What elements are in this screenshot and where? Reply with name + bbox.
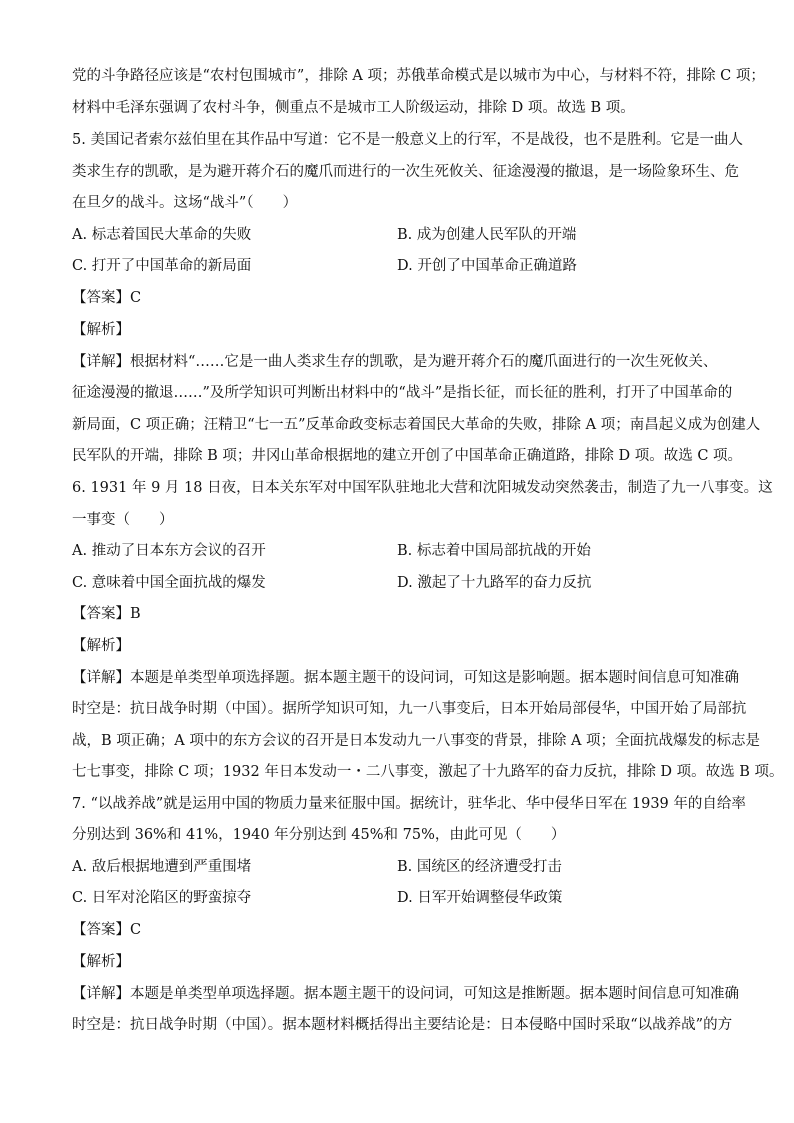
answer-option: A. 标志着国民大革命的失败 (72, 227, 252, 243)
text-line: 分别达到 36%和 41%，1940 年分别达到 45%和 75%，由此可见（ ） (72, 827, 566, 843)
text-line: 材料中毛泽东强调了农村斗争，侧重点不是城市工人阶级运动，排除 D 项。故选 B 项。 (72, 100, 635, 116)
text-line: 【答案】C (72, 290, 142, 306)
answer-option: B. 标志着中国局部抗战的开始 (397, 543, 591, 559)
text-line: 5. 美国记者索尔兹伯里在其作品中写道：它不是一般意义上的行军，不是战役，也不是胜利。它是一曲人 (72, 132, 743, 148)
text-line: 党的斗争路径应该是“农村包围城市”，排除 A 项；苏俄革命模式是以城市为中心，与材料不符，排除 C 项； (72, 68, 765, 84)
text-line: 7. “以战养战”就是运用中国的物质力量来征服中国。据统计，驻华北、华中侵华日军在 1939 年的自给率 (72, 796, 746, 812)
text-line: 征途漫漫的撤退……”及所学知识可判断出材料中的“战斗”是指长征，而长征的胜利，打开了中国革命的 (72, 385, 733, 401)
answer-option: C. 打开了中国革命的新局面 (72, 258, 252, 274)
answer-option: C. 日军对沦陷区的野蛮掠夺 (72, 890, 252, 906)
text-line: 【解析】 (72, 954, 130, 970)
answer-option: B. 国统区的经济遭受打击 (397, 859, 562, 875)
text-line: 【解析】 (72, 638, 130, 654)
text-line: 【详解】根据材料“……它是一曲人类求生存的凯歌，是为避开蒋介石的魔爪面进行的一次生死攸关、 (72, 354, 718, 370)
answer-option: A. 推动了日本东方会议的召开 (72, 543, 266, 559)
text-line: 一事变（ ） (72, 512, 174, 528)
answer-option: B. 成为创建人民军队的开端 (397, 227, 577, 243)
text-line: 新局面，C 项正确；汪精卫“七一五”反革命政变标志着国民大革命的失败，排除 A 项；南昌起义成为创建人 (72, 417, 761, 433)
text-line: 6. 1931 年 9 月 18 日夜，日本关东军对中国军队驻地北大营和沈阳城发动突然袭击，制造了九一八事变。这 (72, 480, 773, 496)
text-line: 【详解】本题是单类型单项选择题。据本题主题干的设问词，可知这是影响题。据本题时间信息可知准确 (72, 670, 739, 686)
text-line: 时空是：抗日战争时期（中国）。据本题材料概括得出主要结论是：日本侵略中国时采取“以战养战”的方 (72, 1017, 733, 1033)
text-line: 七七事变，排除 C 项；1932 年日本发动一・二八事变，激起了十九路军的奋力反抗，排除 D 项。故选 B 项。 (72, 764, 784, 780)
answer-option: D. 激起了十九路军的奋力反抗 (397, 575, 592, 591)
text-line: 【详解】本题是单类型单项选择题。据本题主题干的设问词，可知这是推断题。据本题时间信息可知准确 (72, 986, 739, 1002)
text-line: 在旦夕的战斗。这场“战斗”（ ） (72, 195, 298, 211)
answer-option: D. 开创了中国革命正确道路 (397, 258, 577, 274)
text-line: 【答案】C (72, 922, 142, 938)
text-line: 【答案】B (72, 606, 141, 622)
text-line: 时空是：抗日战争时期（中国）。据所学知识可知，九一八事变后，日本开始局部侵华，中国开始了局部抗 (72, 701, 747, 717)
text-line: 类求生存的凯歌，是为避开蒋介石的魔爪而进行的一次生死攸关、征途漫漫的撤退，是一场险象环生、危 (72, 164, 739, 180)
answer-option: D. 日军开始调整侵华政策 (397, 890, 563, 906)
answer-option: C. 意味着中国全面抗战的爆发 (72, 575, 266, 591)
text-line: 战，B 项正确；A 项中的东方会议的召开是日本发动九一八事变的背景，排除 A 项；全面抗战爆发的标志是 (72, 733, 761, 749)
text-line: 民军队的开端，排除 B 项；井冈山革命根据地的建立开创了中国革命正确道路，排除 D 项。故选 C 项。 (72, 448, 743, 464)
answer-option: A. 敌后根据地遭到严重围堵 (72, 859, 252, 875)
text-line: 【解析】 (72, 322, 130, 338)
